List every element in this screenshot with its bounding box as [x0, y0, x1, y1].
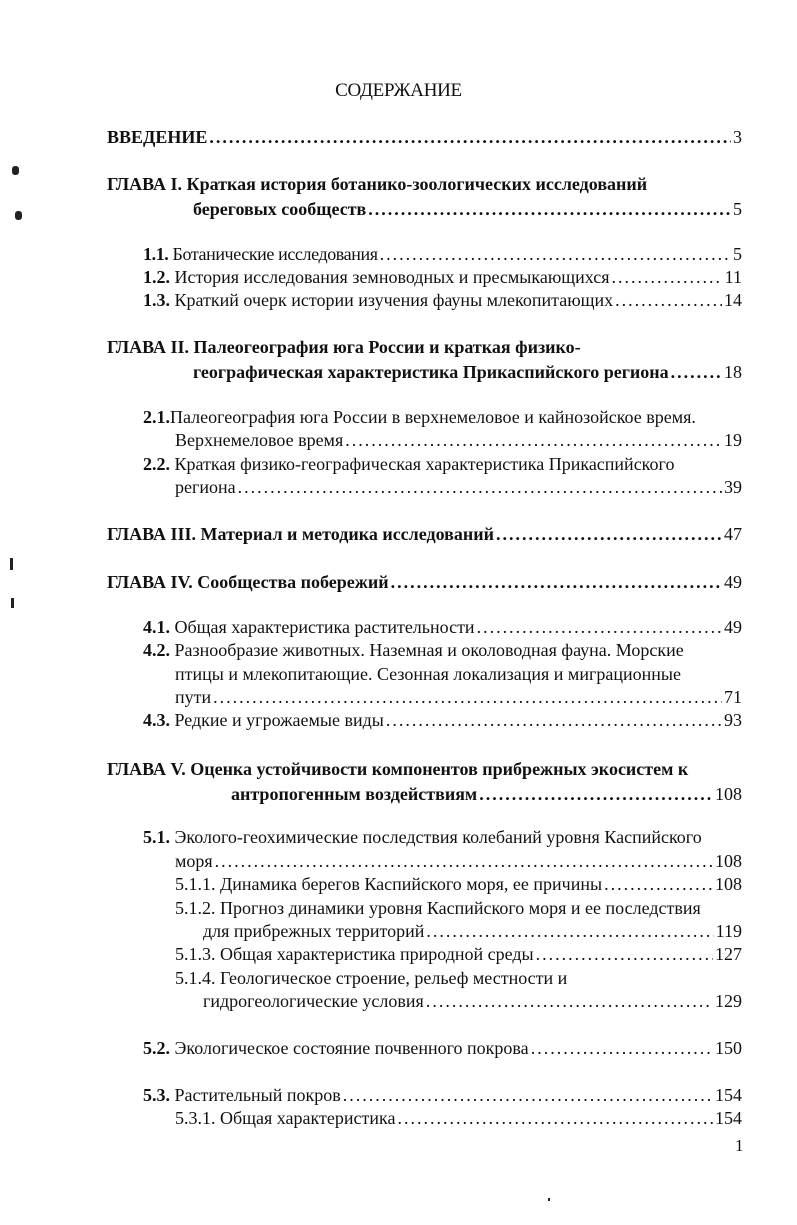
toc-entry-1-3[interactable] — [143, 289, 742, 312]
section-number: 1.2. — [143, 267, 170, 287]
scan-artifact — [548, 1198, 550, 1201]
toc-entry-5-1-4-line1[interactable] — [175, 967, 567, 990]
chapter-label: ГЛАВА III. — [107, 524, 197, 544]
dot-leader — [536, 943, 713, 966]
dot-leader — [345, 429, 722, 452]
dot-leader — [215, 850, 713, 873]
dot-leader — [477, 616, 722, 639]
page-ref: 49 — [724, 617, 742, 637]
toc-chapter-4[interactable] — [107, 571, 742, 594]
chapter-label: ГЛАВА IV. — [107, 572, 193, 592]
page-ref: 154 — [715, 1108, 742, 1128]
toc-entry-5-1-line1[interactable] — [143, 826, 702, 849]
dot-leader — [531, 1037, 713, 1060]
chapter-title-cont: географическая характеристика Прикаспийского региона — [193, 362, 669, 382]
toc-entry-5-1-2-line2[interactable] — [203, 920, 742, 943]
section-title: Краткий очерк истории изучения фауны млекопитающих — [174, 290, 614, 310]
section-number: 5.1.4. — [175, 968, 216, 988]
section-number: 4.3. — [143, 710, 170, 730]
dot-leader — [671, 361, 722, 384]
section-title-cont: для прибрежных территорий — [203, 921, 425, 941]
page-ref: 108 — [715, 874, 742, 894]
section-title: Эколого-геохимические последствия колебаний уровня Каспийского — [174, 827, 702, 847]
dot-leader — [386, 709, 722, 732]
toc-entry-1-1[interactable] — [143, 243, 742, 266]
dot-leader — [479, 783, 713, 806]
toc-chapter-5-line1[interactable] — [107, 758, 688, 781]
dot-leader — [343, 1084, 713, 1107]
dot-leader — [397, 1107, 713, 1130]
section-title-cont: пути — [175, 687, 212, 707]
chapter-label: ГЛАВА II. — [107, 337, 190, 357]
toc-entry-2-2-line2[interactable] — [175, 476, 742, 499]
page-ref: 108 — [715, 851, 742, 871]
dot-leader — [604, 873, 713, 896]
section-title-cont: Верхнемеловое время — [175, 430, 344, 450]
toc-chapter-5-line2[interactable] — [231, 783, 742, 806]
toc-entry-1-2[interactable] — [143, 266, 742, 289]
section-number: 1.3. — [143, 290, 170, 310]
section-number: 5.1. — [143, 827, 170, 847]
toc-entry-2-2-line1[interactable] — [143, 453, 674, 476]
page-ref: 18 — [724, 362, 742, 382]
scan-artifact — [12, 166, 19, 175]
page-ref: 49 — [724, 572, 742, 592]
page-ref: 19 — [724, 430, 742, 450]
chapter-title: Материал и методика исследований — [200, 524, 495, 544]
toc-entry-4-2-line3[interactable] — [175, 686, 742, 709]
entry-title: ВВЕДЕНИЕ — [107, 127, 208, 147]
page-ref: 14 — [724, 290, 742, 310]
section-number: 2.2. — [143, 454, 170, 474]
toc-chapter-2-line2[interactable] — [193, 361, 742, 384]
toc-entry-5-3[interactable] — [143, 1084, 742, 1107]
section-title: Редкие и угрожаемые виды — [174, 710, 384, 730]
dot-leader — [391, 571, 722, 594]
dot-leader — [368, 198, 731, 221]
section-title: История исследования земноводных и пресмыкающихся — [174, 267, 610, 287]
page-ref: 71 — [724, 687, 742, 707]
section-title: Разнообразие животных. Наземная и околоводная фауна. Морские — [174, 640, 684, 660]
dot-leader — [612, 266, 723, 289]
dot-leader — [238, 476, 722, 499]
toc-entry-2-1-line1[interactable] — [143, 406, 696, 429]
dot-leader — [615, 289, 722, 312]
chapter-title: Сообщества побережий — [197, 572, 389, 592]
chapter-title-cont: береговых сообществ — [193, 199, 367, 219]
section-title: Общая характеристика природной среды — [220, 944, 534, 964]
toc-entry-4-2-line2[interactable]: птицы и млекопитающие. Сезонная локализация и миграционные — [175, 664, 681, 684]
page-ref: 11 — [724, 267, 742, 287]
toc-entry-4-1[interactable] — [143, 616, 742, 639]
toc-entry-5-1-4-line2[interactable] — [203, 990, 742, 1013]
chapter-title: Краткая история ботанико-зоологических исследований — [186, 174, 648, 194]
section-title-cont: региона — [175, 477, 236, 497]
page-ref: 119 — [715, 921, 742, 941]
section-title-cont: гидрогеологические условия — [203, 991, 424, 1011]
section-title: Палеогеография юга России в верхнемеловое и кайнозойское время. — [170, 407, 696, 427]
toc-entry-5-2[interactable] — [143, 1037, 742, 1060]
section-title: Динамика берегов Каспийского моря, ее причины — [220, 874, 603, 894]
section-title: Экологическое состояние почвенного покрова — [174, 1038, 529, 1058]
section-title: Геологическое строение, рельеф местности и — [220, 968, 568, 988]
section-title: Общая характеристика растительности — [174, 617, 475, 637]
page-ref: 154 — [715, 1085, 742, 1105]
section-title: Прогноз динамики уровня Каспийского моря и ее последствия — [220, 898, 701, 918]
section-number: 2.1. — [143, 407, 170, 427]
toc-entry-5-1-1[interactable] — [175, 873, 742, 896]
page-ref: 5 — [733, 244, 742, 264]
page-ref: 129 — [715, 991, 742, 1011]
page-ref: 108 — [715, 784, 742, 804]
section-number: 4.1. — [143, 617, 170, 637]
chapter-title-cont: антропогенным воздействиям — [231, 784, 478, 804]
section-number: 5.3. — [143, 1085, 170, 1105]
section-number: 1.1. — [143, 244, 169, 264]
page-title: СОДЕРЖАНИЕ — [335, 80, 462, 101]
scan-artifact — [15, 211, 22, 220]
toc-entry-4-2-line1[interactable] — [143, 639, 684, 662]
toc-entry-5-1-line2[interactable] — [175, 850, 742, 873]
section-number: 5.1.1. — [175, 874, 216, 894]
section-number: 5.1.2. — [175, 898, 216, 918]
scan-artifact — [11, 598, 14, 608]
section-number: 4.2. — [143, 640, 170, 660]
toc-entry-5-1-3[interactable] — [175, 943, 742, 966]
dot-leader — [213, 686, 722, 709]
section-number: 5.1.3. — [175, 944, 216, 964]
chapter-label: ГЛАВА V. — [107, 759, 186, 779]
section-title: Краткая физико-географическая характеристика Прикаспийского — [174, 454, 675, 474]
toc-entry-5-1-2-line1[interactable] — [175, 897, 701, 920]
page-number: 1 — [735, 1136, 744, 1155]
chapter-title: Палеогеография юга России и краткая физико- — [193, 337, 581, 357]
toc-chapter-1-line2[interactable] — [193, 198, 742, 221]
dot-leader — [209, 126, 731, 149]
toc-chapter-2-line1[interactable] — [107, 336, 581, 359]
section-title: Ботанические исследования — [172, 244, 378, 264]
dot-leader — [426, 920, 713, 943]
page-ref: 3 — [733, 127, 742, 147]
scan-artifact — [10, 558, 13, 570]
toc-entry-2-1-line2[interactable] — [175, 429, 742, 452]
page-ref: 93 — [724, 710, 742, 730]
page-ref: 5 — [733, 199, 742, 219]
page-ref: 127 — [715, 944, 742, 964]
toc-chapter-1-line1[interactable] — [107, 173, 647, 196]
section-title-cont: моря — [175, 851, 213, 871]
chapter-title: Оценка устойчивости компонентов прибрежных экосистем к — [190, 759, 689, 779]
toc-entry-4-3[interactable] — [143, 709, 742, 732]
page-ref: 150 — [715, 1038, 742, 1058]
section-title: Общая характеристика — [220, 1108, 396, 1128]
page-ref: 39 — [724, 477, 742, 497]
section-number: 5.3.1. — [175, 1108, 216, 1128]
toc-chapter-3[interactable] — [107, 523, 742, 546]
section-title: Растительный покров — [174, 1085, 341, 1105]
chapter-label: ГЛАВА I. — [107, 174, 183, 194]
section-number: 5.2. — [143, 1038, 170, 1058]
dot-leader — [380, 243, 731, 266]
toc-entry-5-3-1[interactable] — [175, 1107, 742, 1130]
toc-entry-intro[interactable] — [107, 126, 742, 149]
dot-leader — [496, 523, 722, 546]
page-ref: 47 — [724, 524, 742, 544]
dot-leader — [426, 990, 713, 1013]
